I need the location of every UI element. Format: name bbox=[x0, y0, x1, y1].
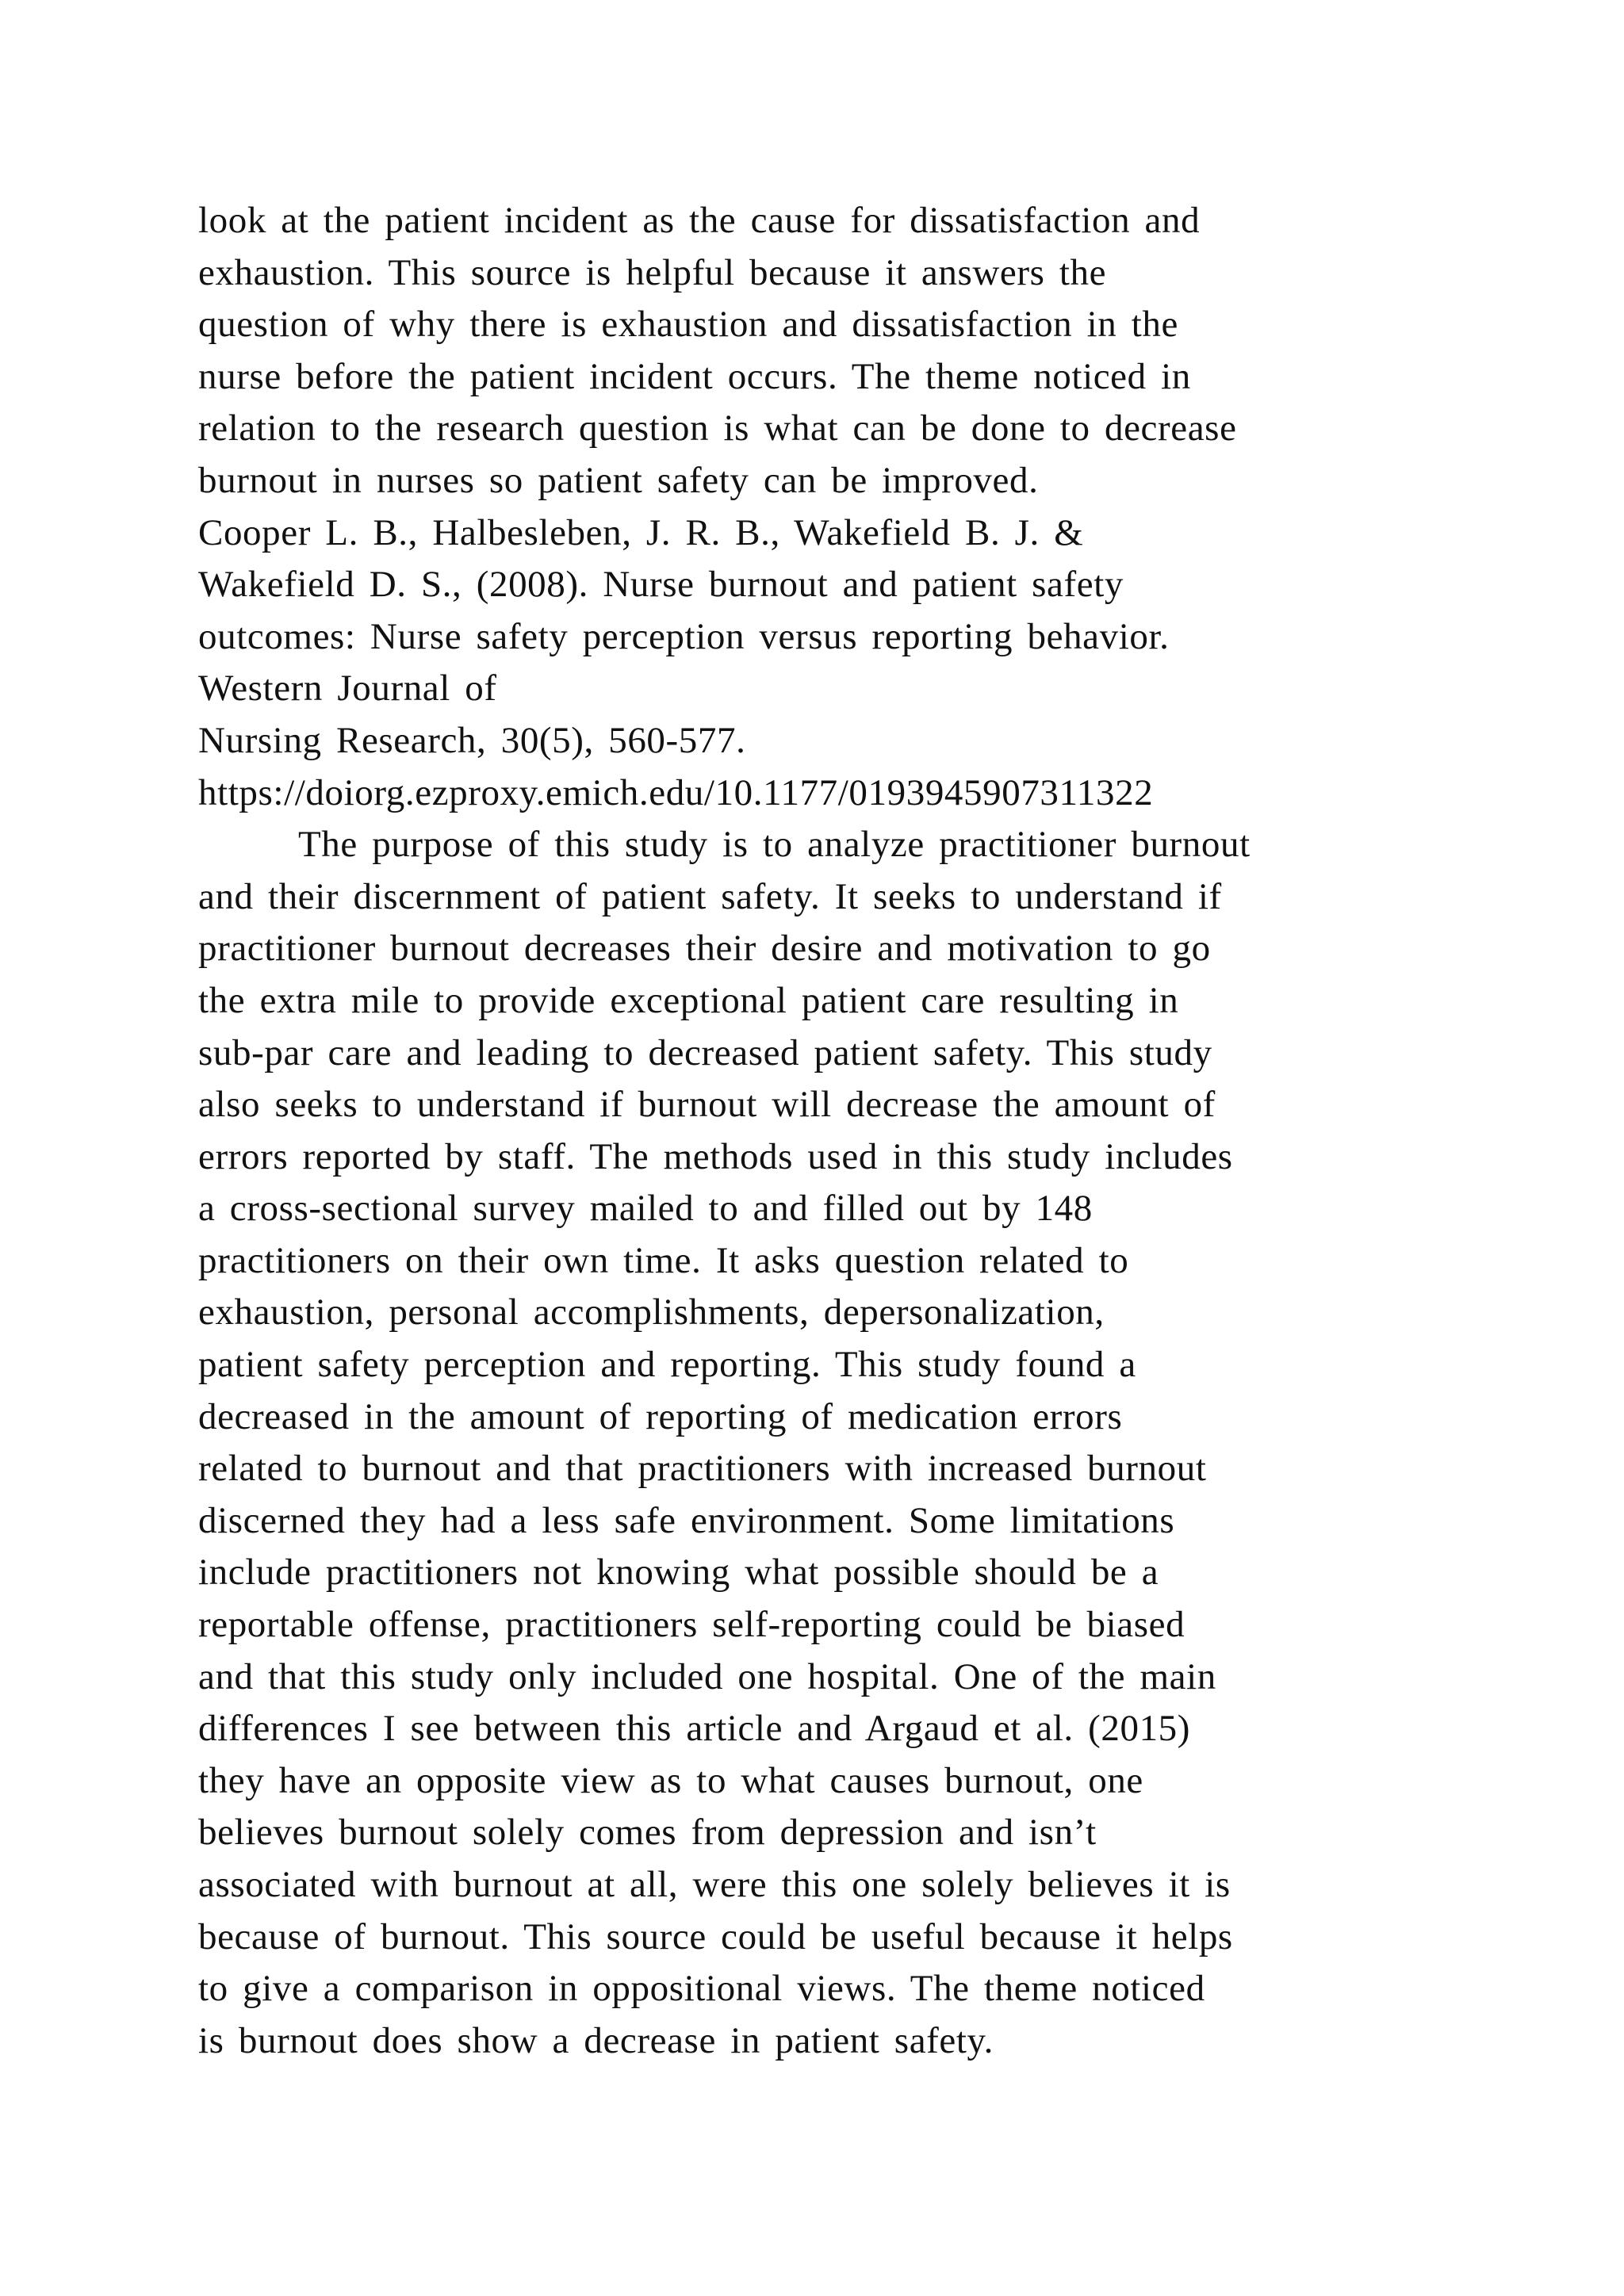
text-line: a cross-sectional survey mailed to and filled out by 148 bbox=[198, 1188, 1093, 1230]
reference-doi: https://doiorg.ezproxy.emich.edu/10.1177/0193945907311322 bbox=[198, 771, 1154, 813]
text-line: because of burnout. This source could be useful because it helps bbox=[198, 1915, 1233, 1957]
text-line: believes burnout solely comes from depression and isn’t bbox=[198, 1812, 1097, 1854]
text-line: is burnout does show a decrease in patient safety. bbox=[198, 2019, 994, 2061]
reference-line: Wakefield D. S., (2008). Nurse burnout and patient safety bbox=[198, 564, 1124, 606]
text-line: practitioners on their own time. It asks question related to bbox=[198, 1239, 1129, 1281]
text-line: burnout in nurses so patient safety can be improved. bbox=[198, 459, 1039, 501]
text-line: exhaustion. This source is helpful because it answers the bbox=[198, 251, 1107, 293]
text-line: they have an opposite view as to what causes burnout, one bbox=[198, 1759, 1143, 1801]
paragraph-first-line: The purpose of this study is to analyze practitioner burnout bbox=[298, 824, 1251, 866]
text-line: differences I see between this article and Argaud et al. (2015) bbox=[198, 1708, 1191, 1750]
reference-line: outcomes: Nurse safety perception versus reporting behavior. bbox=[198, 615, 1170, 657]
text-line: the extra mile to provide exceptional patient care resulting in bbox=[198, 979, 1179, 1021]
text-line: related to burnout and that practitioners with increased burnout bbox=[198, 1448, 1207, 1490]
text-line: question of why there is exhaustion and dissatisfaction in the bbox=[198, 304, 1178, 346]
text-line: associated with burnout at all, were this one solely believes it is bbox=[198, 1864, 1231, 1905]
text-line: and their discernment of patient safety. It seeks to understand if bbox=[198, 875, 1222, 917]
text-line: look at the patient incident as the cause for dissatisfaction and bbox=[198, 200, 1201, 241]
text-line: exhaustion, personal accomplishments, depersonalization, bbox=[198, 1292, 1105, 1334]
text-line: include practitioners not knowing what possible should be a bbox=[198, 1552, 1159, 1594]
text-line: practitioner burnout decreases their desire and motivation to go bbox=[198, 928, 1211, 970]
text-line: patient safety perception and reporting. This study found a bbox=[198, 1344, 1136, 1386]
reference-line: Western Journal of bbox=[198, 668, 497, 710]
text-line: to give a comparison in oppositional views. The theme noticed bbox=[198, 1968, 1205, 2010]
text-line: sub-par care and leading to decreased patient safety. This study bbox=[198, 1031, 1212, 1073]
text-line: nurse before the patient incident occurs. The theme noticed in bbox=[198, 355, 1191, 397]
text-line: decreased in the amount of reporting of medication errors bbox=[198, 1395, 1123, 1437]
text-line: reportable offense, practitioners self-reporting could be biased bbox=[198, 1604, 1185, 1646]
reference-line: Cooper L. B., Halbesleben, J. R. B., Wakefield B. J. & bbox=[198, 511, 1084, 553]
text-line: errors reported by staff. The methods used in this study includes bbox=[198, 1135, 1233, 1177]
text-line: relation to the research question is what can be done to decrease bbox=[198, 408, 1237, 450]
text-line: discerned they had a less safe environment. Some limitations bbox=[198, 1499, 1175, 1541]
reference-line: Nursing Research, 30(5), 560-577. bbox=[198, 719, 746, 761]
body-text bbox=[198, 195, 1507, 2067]
text-line: and that this study only included one hospital. One of the main bbox=[198, 1655, 1216, 1697]
text-line: also seeks to understand if burnout will decrease the amount of bbox=[198, 1084, 1216, 1126]
